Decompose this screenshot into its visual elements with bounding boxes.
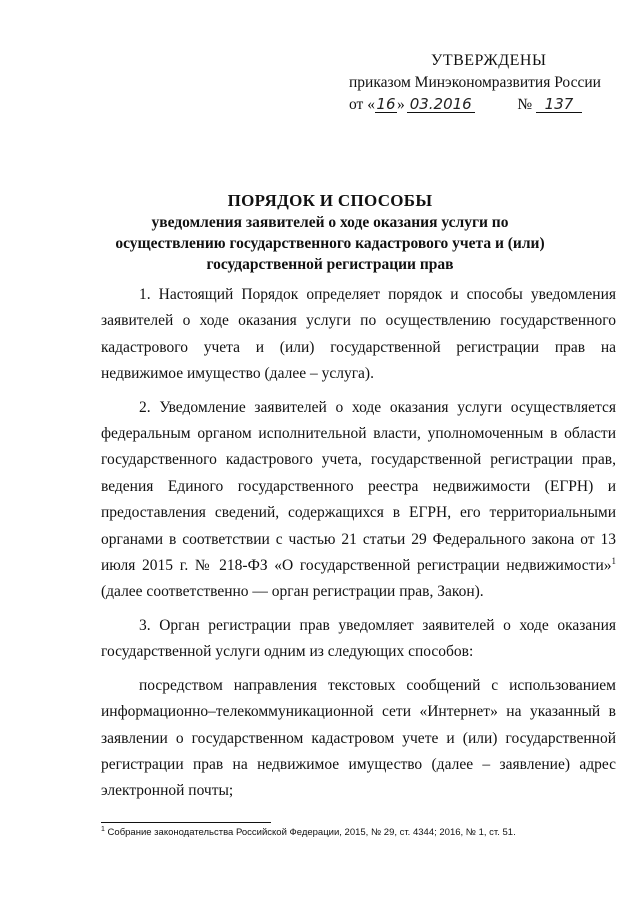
- approval-order: приказом Минэкономразвития России: [349, 74, 601, 91]
- paragraph-2-tail: (далее соответственно — орган регистрации прав, Закон).: [101, 583, 484, 601]
- document-title-block: [100, 190, 560, 275]
- paragraph-3: 3. Орган регистрации прав уведомляет заявителей о ходе оказания государственной услуги одним из следующих способов:: [101, 616, 616, 661]
- approval-date-line: [349, 94, 619, 116]
- footnote: [101, 827, 616, 839]
- document-title: ПОРЯДОК И СПОСОБЫ: [227, 191, 433, 210]
- handwritten-month-year: 03.2016: [407, 96, 475, 113]
- document-body: [101, 282, 616, 812]
- document-subtitle: уведомления заявителей о ходе оказания услуги по осуществлению государственного кадастрового учета и (или) государственной регистрации прав: [115, 214, 545, 273]
- footnote-reference: 1: [611, 555, 616, 566]
- footnote-divider: [101, 822, 271, 823]
- handwritten-day: 16: [376, 95, 396, 113]
- handwritten-number: 137: [536, 96, 582, 113]
- paragraph-1: 1. Настоящий Порядок определяет порядок и способы уведомления заявителей о ходе оказания услуги по осуществлению государственного кадастрового учета и (или) государственной регистрации прав на недвижимое имущество (далее – услуга).: [101, 286, 616, 383]
- date-mid: »: [396, 96, 405, 113]
- footnote-mark: 1: [101, 825, 105, 833]
- paragraph-2-text: 2. Уведомление заявителей о ходе оказания услуги осуществляется федеральным органом исполнительной власти, уполномоченным в области государственного кадастрового учета, государственной регистрации прав, ведения Единого государственного реестра недвижимости (ЕГРН) и предоставления сведений, содержащихся в ЕГРН, его территориальными органами в соответствии с частью 21 статьи 29 Федерального закона от 13 июля 2015 г. № 218-ФЗ «О государственной регистрации недвижимости»: [101, 398, 616, 575]
- number-sign: №: [517, 96, 533, 113]
- paragraph-3-item-1: посредством направления текстовых сообщений с использованием информационно–телекоммуникационной сети «Интернет» на указанный в заявлении о государственном кадастровом учете и (или) государственной регистрации прав на недвижимое имущество (далее – заявление) адрес электронной почты;: [101, 676, 616, 800]
- date-prefix: от «: [349, 96, 375, 113]
- footnote-text: Собрание законодательства Российской Федерации, 2015, № 29, ст. 4344; 2016, № 1, ст. 51.: [104, 827, 516, 838]
- approval-stamp: УТВЕРЖДЕНЫ: [431, 52, 547, 69]
- approval-block: [349, 50, 619, 116]
- paragraph-2: [101, 395, 616, 606]
